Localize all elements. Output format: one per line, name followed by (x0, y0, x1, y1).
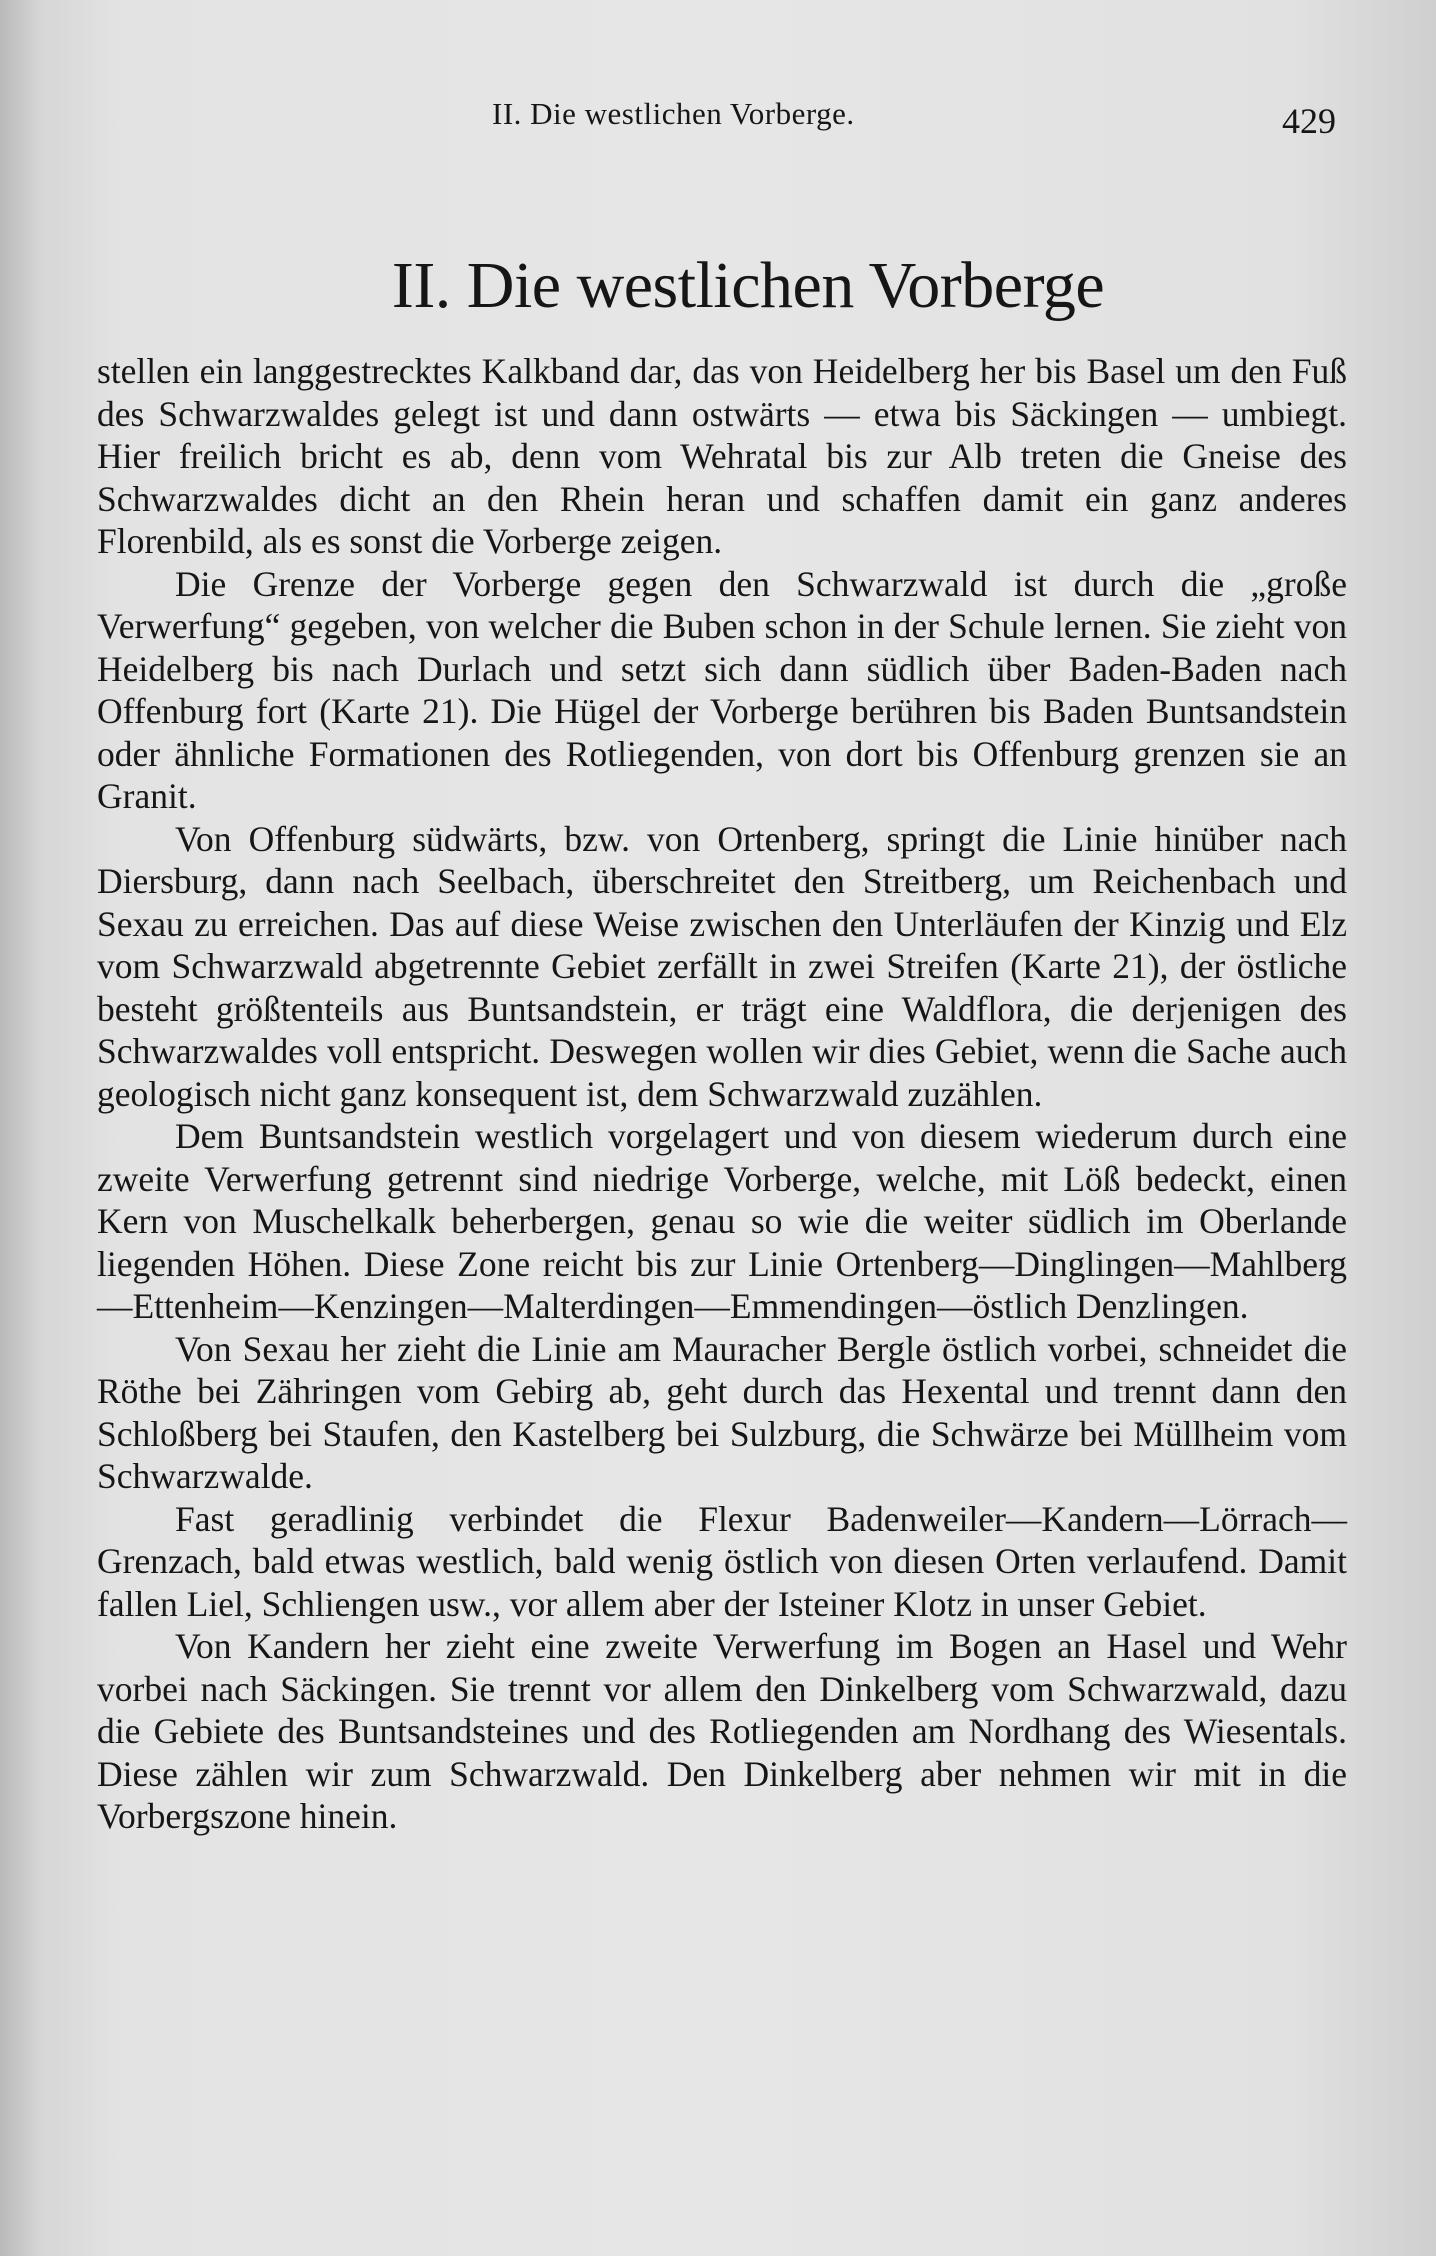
paragraph-2: Die Grenze der Vorberge gegen den Schwarzwald ist durch die „große Verwerfung“ gegeben, von welcher die Buben schon in der Schule lernen. Sie zieht von Heidelberg bis nach Durlach und setzt sich dann südlich über Baden-Baden nach Offenburg fort (Karte 21). Die Hügel der Vorberge berühren bis Baden Buntsandstein oder ähnliche Formationen des Rotliegenden, von dort bis Offenburg grenzen sie an Granit. (97, 563, 1347, 816)
paragraph-4: Dem Buntsandstein westlich vorgelagert und von diesem wiederum durch eine zweite Verwerfung getrennt sind niedrige Vorberge, welche, mit Löß bedeckt, einen Kern von Muschelkalk beherbergen, genau so wie die weiter südlich im Oberlande liegenden Höhen. Diese Zone reicht bis zur Linie Ortenberg—Dinglingen—Mahlberg—Ettenheim—Kenzingen—Malterdingen—Emmendingen—östlich Denzlingen. (97, 1116, 1347, 1326)
paragraph-7: Von Kandern her zieht eine zweite Verwerfung im Bogen an Hasel und Wehr vorbei nach Säckingen. Sie trennt vor allem den Dinkelberg vom Schwarzwald, dazu die Gebiete des Buntsandsteines und des Rotliegenden am Nordhang des Wiesentals. Diese zählen wir zum Schwarzwald. Den Dinkelberg aber nehmen wir mit in die Vorbergszone hinein. (97, 1626, 1347, 1836)
paragraph-6: Fast geradlinig verbindet die Flexur Badenweiler—Kandern—Lörrach—Grenzach, bald etwas westlich, bald wenig östlich von diesen Orten verlaufend. Damit fallen Liel, Schliengen usw., vor allem aber der Isteiner Klotz in unser Gebiet. (97, 1498, 1347, 1624)
paragraph-3: Von Offenburg südwärts, bzw. von Ortenberg, springt die Linie hinüber nach Diersburg, dann nach Seelbach, überschreitet den Streitberg, um Reichenbach und Sexau zu erreichen. Das auf diese Weise zwischen den Unterläufen der Kinzig und Elz vom Schwarzwald abgetrennte Gebiet zerfällt in zwei Streifen (Karte 21), der östliche besteht größtenteils aus Buntsandstein, er trägt eine Waldflora, die derjenigen des Schwarzwaldes voll entspricht. Deswegen wollen wir dies Gebiet, wenn die Sache auch geologisch nicht ganz konsequent ist, dem Schwarzwald zuzählen. (97, 818, 1347, 1114)
body-text (97, 350, 1347, 1838)
paragraph-5: Von Sexau her zieht die Linie am Mauracher Bergle östlich vorbei, schneidet die Röthe bei Zähringen vom Gebirg ab, geht durch das Hexental und trennt dann den Schloßberg bei Staufen, den Kastelberg bei Sulzburg, die Schwärze bei Müllheim vom Schwarzwalde. (97, 1328, 1347, 1496)
paragraph-1: stellen ein langgestrecktes Kalkband dar, das von Heidelberg her bis Basel um den Fuß des Schwarzwaldes gelegt ist und dann ostwärts — etwa bis Säckingen — umbiegt. Hier freilich bricht es ab, denn vom Wehratal bis zur Alb treten die Gneise des Schwarzwaldes dicht an den Rhein heran und schaffen damit ein ganz anderes Florenbild, als es sonst die Vorberge zeigen. (97, 351, 1347, 561)
running-title: II. Die westlichen Vorberge. (492, 96, 855, 131)
page-number: 429 (1282, 101, 1336, 141)
chapter-heading: II. Die westlichen Vorberge (391, 249, 1105, 322)
running-head (0, 96, 1436, 146)
